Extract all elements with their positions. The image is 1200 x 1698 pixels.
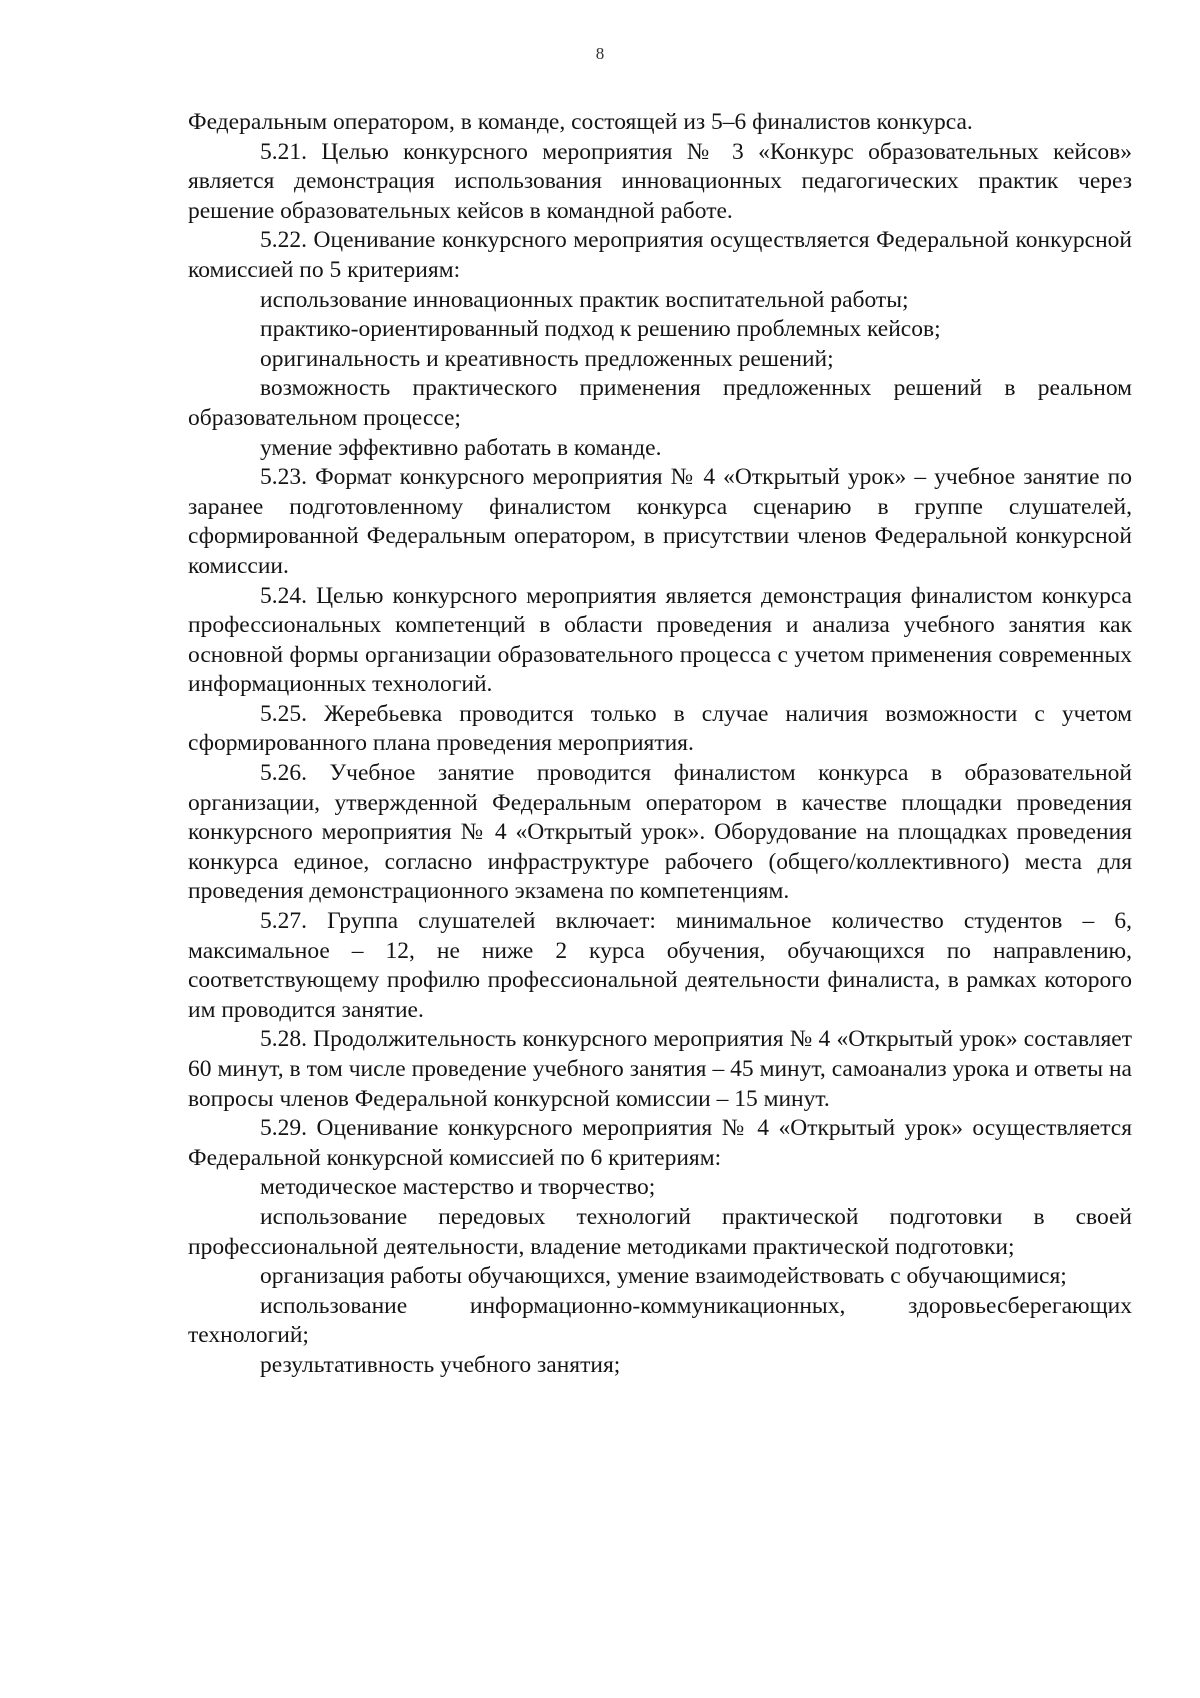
- document-body: [188, 108, 1132, 1381]
- paragraph-5-29: 5.29. Оценивание конкурсного мероприятия № 4 «Открытый урок» осуществляется Федеральной конкурсной комиссией по 6 критериям:: [188, 1115, 1132, 1171]
- criterion-item: методическое мастерство и творчество;: [260, 1174, 656, 1201]
- paragraph-5-23: 5.23. Формат конкурсного мероприятия № 4 «Открытый урок» – учебное занятие по заранее подготовленному финалистом конкурса сценарию в группе слушателей, сформированной Федеральным оператором, в присутствии членов Федеральной конкурсной комиссии.: [188, 464, 1132, 579]
- criterion-item: организация работы обучающихся, умение взаимодействовать с обучающимися;: [260, 1263, 1067, 1290]
- paragraph-5-25: 5.25. Жеребьевка проводится только в случае наличия возможности с учетом сформированного плана проведения мероприятия.: [188, 700, 1132, 757]
- criterion-item: использование инновационных практик воспитательной работы;: [260, 286, 909, 313]
- criterion-item: практико-ориентированный подход к решению проблемных кейсов;: [260, 316, 941, 343]
- criterion-item: результативность учебного занятия;: [260, 1351, 621, 1378]
- page-number: 8: [595, 44, 605, 63]
- paragraph-5-22: 5.22. Оценивание конкурсного мероприятия осуществляется Федеральной конкурсной комиссией по 5 критериям:: [188, 227, 1132, 283]
- paragraph-5-26: 5.26. Учебное занятие проводится финалистом конкурса в образовательной организации, утвержденной Федеральным оператором в качестве площадки проведения конкурсного мероприятия № 4 «Открытый урок». Оборудование на площадках проведения конкурса единое, согласно инфраструктуре рабочего (общего/коллективного) места для проведения демонстрационного экзамена по компетенциям.: [188, 760, 1132, 905]
- criterion-item: использование информационно-коммуникационных, здоровьесберегающих технологий;: [188, 1292, 1132, 1349]
- paragraph-5-24: 5.24. Целью конкурсного мероприятия является демонстрация финалистом конкурса профессиональных компетенций в области проведения и анализа учебного занятия как основной формы организации образовательного процесса с учетом применения современных информационных технологий.: [188, 582, 1132, 698]
- paragraph-5-28: 5.28. Продолжительность конкурсного мероприятия № 4 «Открытый урок» составляет 60 минут, в том числе проведение учебного занятия – 45 минут, самоанализ урока и ответы на вопросы членов Федеральной конкурсной комиссии – 15 минут.: [188, 1026, 1132, 1112]
- criterion-item: возможность практического применения предложенных решений в реальном образовательном процессе;: [188, 375, 1132, 431]
- paragraph-5-27: 5.27. Группа слушателей включает: минимальное количество студентов – 6, максимальное – 12, не ниже 2 курса обучения, обучающихся по направлению, соответствующему профилю профессиональной деятельности финалиста, в рамках которого им проводится занятие.: [188, 908, 1132, 1023]
- criterion-item: оригинальность и креативность предложенных решений;: [260, 345, 834, 372]
- criterion-item: использование передовых технологий практической подготовки в своей профессиональной деятельности, владение методиками практической подготовки;: [188, 1203, 1132, 1260]
- paragraph-continuation: Федеральным оператором, в команде, состоящей из 5–6 финалистов конкурса.: [188, 109, 973, 135]
- paragraph-5-21: 5.21. Целью конкурсного мероприятия № 3 «Конкурс образовательных кейсов» является демонстрация использования инновационных педагогических практик через решение образовательных кейсов в командной работе.: [188, 138, 1132, 224]
- criterion-item: умение эффективно работать в команде.: [260, 434, 662, 461]
